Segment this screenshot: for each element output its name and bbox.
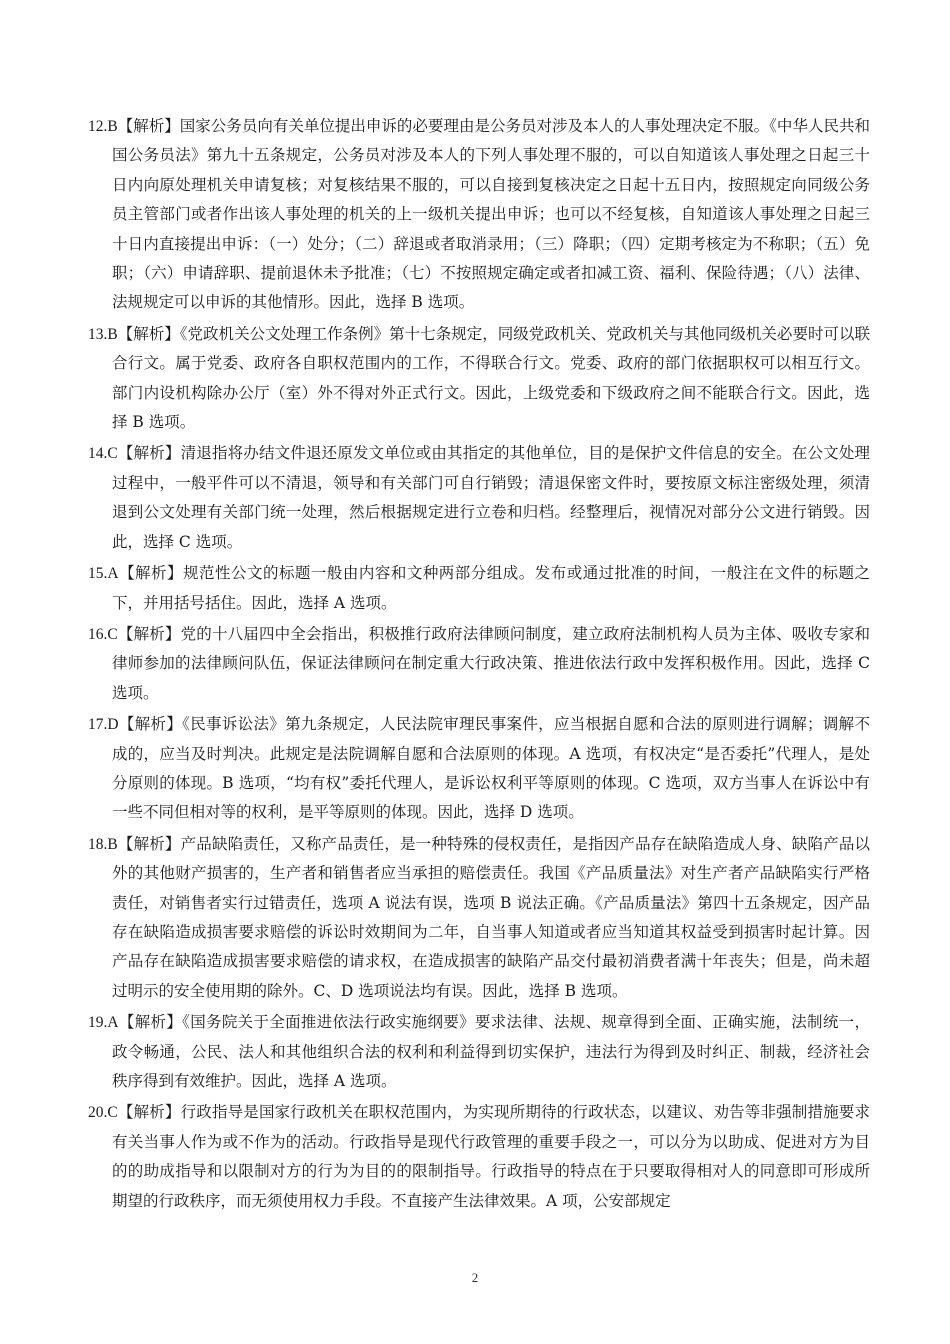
analysis-tag: 【解析】 (117, 444, 181, 463)
analysis-tag: 【解析】 (118, 715, 183, 734)
answer-item-15 (88, 559, 870, 618)
answer-paragraph (88, 439, 870, 557)
question-number: 19.A (88, 1014, 119, 1032)
analysis-text: 《国务院关于全面推进依法行政实施纲要》要求法律、法规、规章得到全面、正确实施，法制统一，政令畅通，公民、法人和其他组织合法的权利和利益得到切实保护，违法行为得到及时纠正、制裁，经济社会秩序得到有效维护。因此，选择 A 选项。 (112, 1013, 870, 1090)
page-number: 2 (471, 1270, 479, 1285)
answer-item-17 (88, 710, 870, 828)
answer-paragraph (88, 830, 870, 1006)
answer-item-18 (88, 830, 870, 1006)
analysis-text: 产品缺陷责任，又称产品责任，是一种特殊的侵权责任，是指因产品存在缺陷造成人身、缺陷产品以外的其他财产损害的，生产者和销售者应当承担的赔偿责任。我国《产品质量法》对生产者产品缺陷实行严格责任，对销售者实行过错责任，选项 A 说法有误，选项 B 说法正确。《产品质量法》第四十五条规定，因产品存在缺陷造成损害要求赔偿的诉讼时效期间为二年，自当事人知道或者应当知道其权益受到损害时起计算。因产品存在缺陷造成损害要求赔偿的请求权，在造成损害的缺陷产品交付最初消费者满十年丧失；但是，尚未超过明示的安全使用期的除外。C、D 选项说法均有误。因此，选择 B 选项。 (112, 834, 870, 1000)
answer-paragraph (88, 1008, 870, 1096)
analysis-text: 《党政机关公文处理工作条例》第十七条规定，同级党政机关、党政机关与其他同级机关必要时可以联合行文。属于党委、政府各自职权范围内的工作，不得联合行文。党委、政府的部门依据职权可以相互行文。部门内设机构除办公厅（室）外不得对外正式行文。因此，上级党委和下级政府之间不能联合行文。因此，选择 B 选项。 (112, 324, 870, 432)
analysis-text: 行政指导是国家行政机关在职权范围内，为实现所期待的行政状态，以建议、劝告等非强制措施要求有关当事人作为或不作为的活动。行政指导是现代行政管理的重要手段之一，可以分为以助成、促进对方为目的的助成指导和以限制对方的行为为目的的限制指导。行政指导的特点在于只要取得相对人的同意即可形成所期望的行政秩序，而无须使用权力手段。不直接产生法律效果。A 项，公安部规定 (112, 1103, 870, 1210)
answer-paragraph (88, 559, 870, 618)
analysis-text: 规范性公文的标题一般由内容和文种两部分组成。发布或通过批准的时间，一般注在文件的标题之下，并用括号括住。因此，选择 A 选项。 (112, 564, 870, 612)
analysis-text: 国家公务员向有关单位提出申诉的必要理由是公务员对涉及本人的人事处理决定不服。《中华人民共和国公务员法》第九十五条规定，公务员对涉及本人的下列人事处理不服的，可以自知道该人事处理之日起三十日内向原处理机关申请复核；对复核结果不服的，可以自接到复核决定之日起十五日内，按照规定向同级公务员主管部门或者作出该人事处理的机关的上一级机关提出申诉；也可以不经复核，自知道该人事处理之日起三十日内直接提出申诉：（一）处分；（二）辞退或者取消录用；（三）降职；（四）定期考核定为不称职；（五）免职；（六）申请辞职、提前退休未予批准；（七）不按照规定确定或者扣减工资、福利、保险待遇；（八）法律、法规规定可以申诉的其他情形。因此，选择 B 选项。 (112, 117, 870, 312)
answer-item-16 (88, 620, 870, 708)
answer-paragraph (88, 112, 870, 318)
question-number: 20.C (88, 1104, 118, 1122)
answer-paragraph (88, 620, 870, 708)
question-number: 18.B (88, 835, 118, 853)
answer-explanations (88, 112, 870, 1218)
analysis-tag: 【解析】 (118, 564, 184, 583)
analysis-tag: 【解析】 (117, 624, 181, 643)
analysis-tag: 【解析】 (117, 834, 181, 853)
answer-item-13 (88, 320, 870, 438)
question-number: 13.B (88, 325, 118, 343)
question-number: 16.C (88, 625, 118, 643)
answer-paragraph (88, 1098, 870, 1216)
answer-paragraph (88, 320, 870, 438)
analysis-text: 党的十八届四中全会指出，积极推行政府法律顾问制度，建立政府法制机构人员为主体、吸收专家和律师参加的法律顾问队伍，保证法律顾问在制定重大行政决策、推进依法行政中发挥积极作用。因此，选择 C 选项。 (112, 624, 870, 702)
analysis-text: 清退指将办结文件退还原发文单位或由其指定的其他单位，目的是保护文件信息的安全。在公文处理过程中，一般平件可以不清退，领导和有关部门可自行销毁；清退保密文件时，要按原文标注密级处理，须清退到公文处理有关部门统一处理，然后根据规定进行立卷和归档。经整理后，视情况对部分公文进行销毁。因此，选择 C 选项。 (112, 444, 870, 551)
question-number: 15.A (88, 565, 119, 583)
analysis-tag: 【解析】 (117, 324, 180, 343)
answer-paragraph (88, 710, 870, 828)
question-number: 17.D (88, 716, 119, 734)
answer-item-19 (88, 1008, 870, 1096)
page-footer (0, 1270, 950, 1286)
answer-item-12 (88, 112, 870, 318)
analysis-tag: 【解析】 (117, 117, 180, 135)
question-number: 12.B (88, 118, 118, 135)
analysis-tag: 【解析】 (117, 1103, 181, 1122)
analysis-tag: 【解析】 (118, 1013, 183, 1032)
analysis-text: 《民事诉讼法》第九条规定，人民法院审理民事案件，应当根据自愿和合法的原则进行调解；调解不成的，应当及时判决。此规定是法院调解自愿和合法原则的体现。A 选项，有权决定“是否委托”代理人，是处分原则的体现。B 选项，“均有权”委托代理人，是诉讼权利平等原则的体现。C 选项，双方当事人在诉讼中有一些不同但相对等的权利，是平等原则的体现。因此，选择 D 选项。 (112, 715, 870, 822)
question-number: 14.C (88, 445, 118, 463)
answer-item-20 (88, 1098, 870, 1216)
answer-item-14 (88, 439, 870, 557)
